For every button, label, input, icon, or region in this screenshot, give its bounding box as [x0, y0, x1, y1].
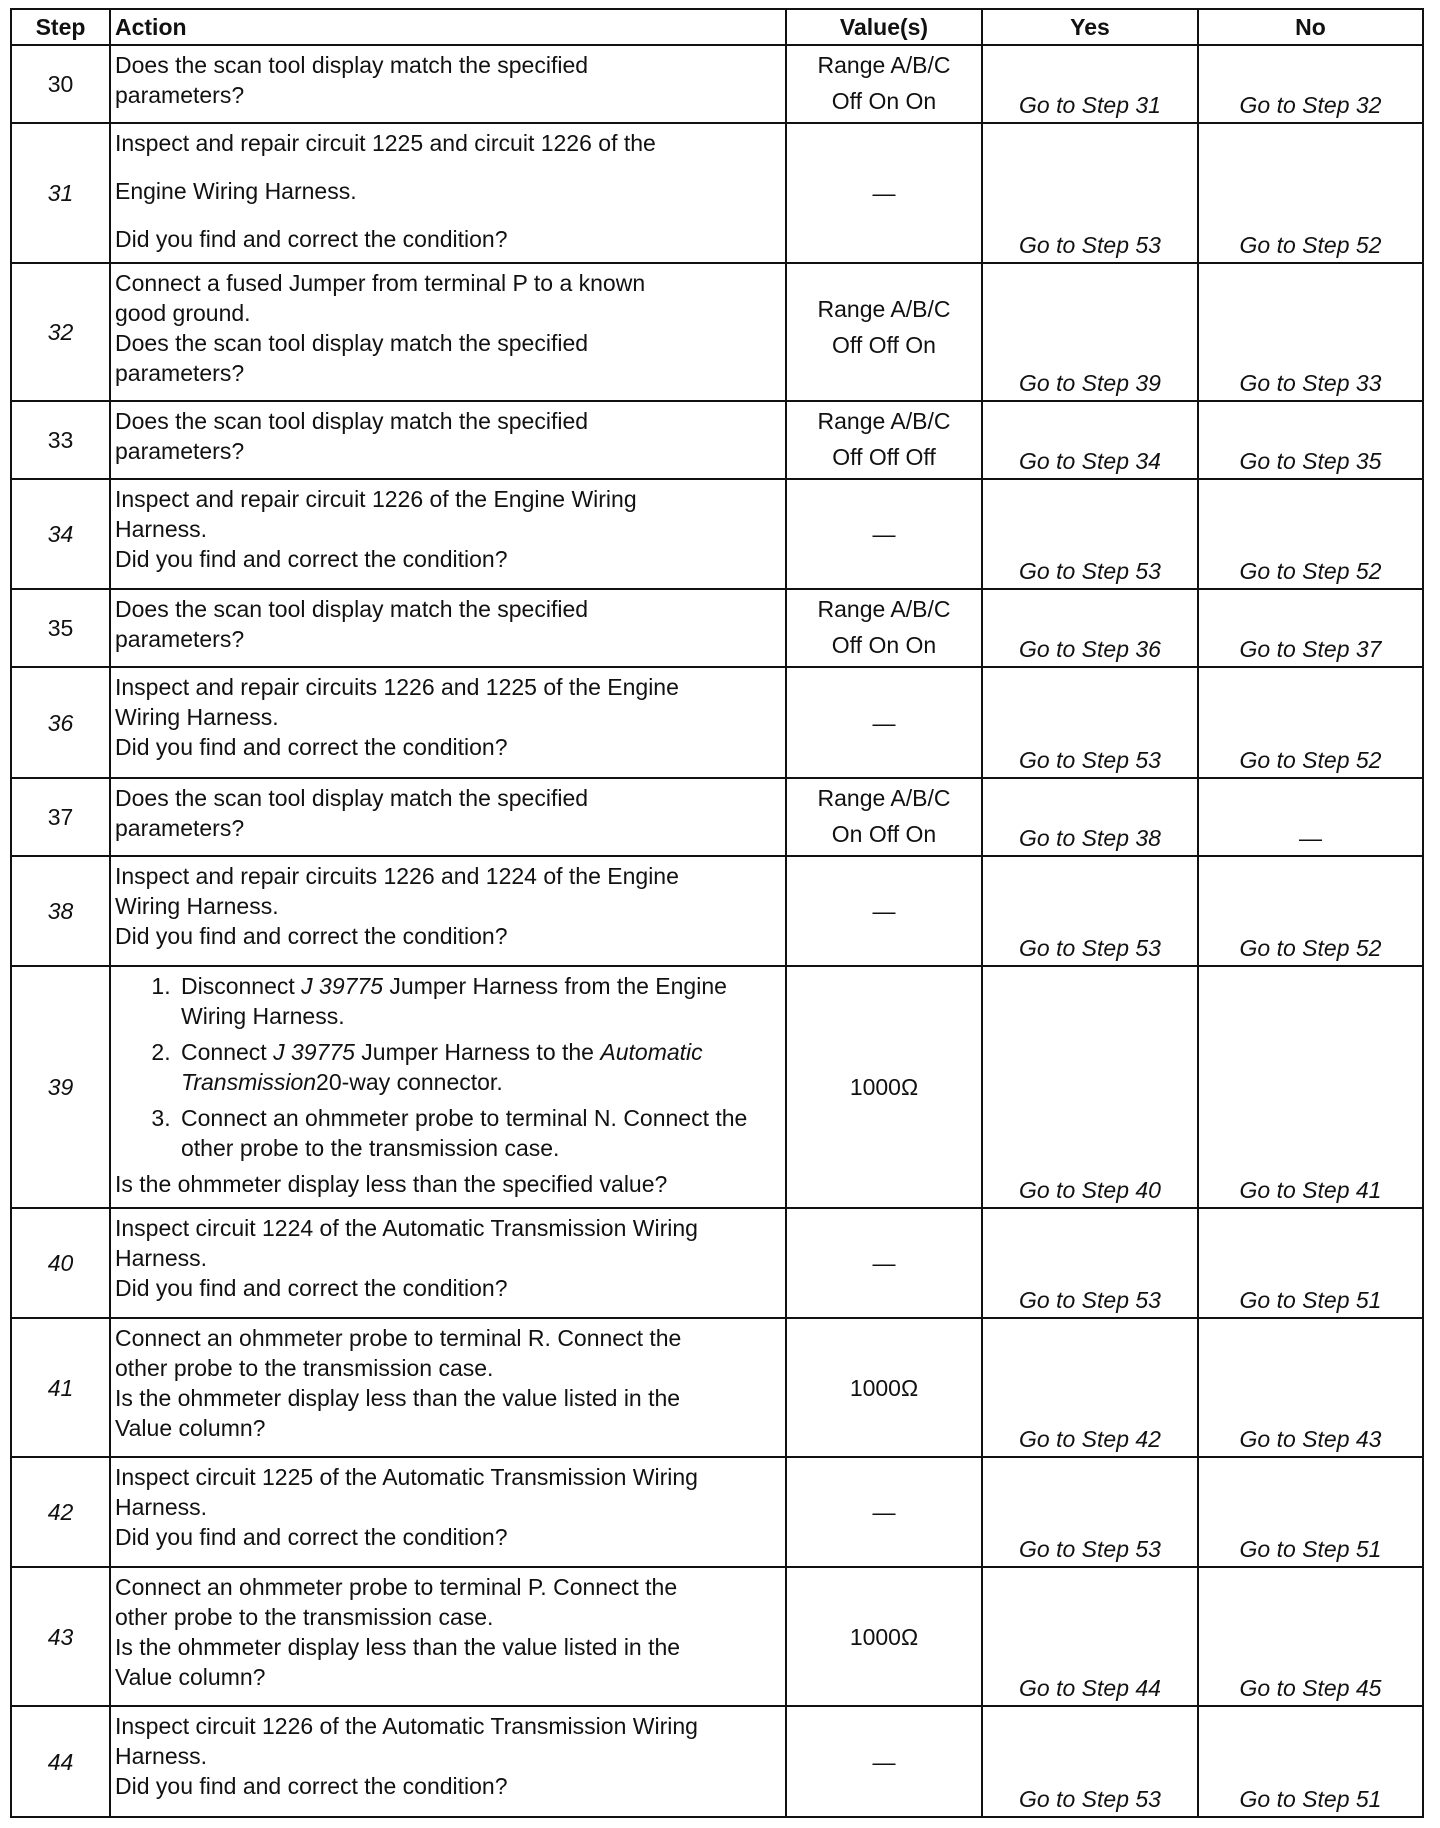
yes-cell	[982, 123, 1198, 263]
action-text: Inspect and repair circuits 1226 and 1225 of the Engine	[115, 674, 679, 700]
value-cell	[786, 589, 982, 667]
yes-cell	[982, 667, 1198, 778]
header-yes: Yes	[982, 9, 1198, 45]
no-cell	[1198, 966, 1423, 1208]
no-cell	[1198, 479, 1423, 589]
step-number: 34	[11, 479, 110, 589]
yes-cell	[982, 479, 1198, 589]
yes-goto: Go to Step 40	[1019, 1177, 1161, 1203]
no-cell	[1198, 778, 1423, 856]
no-goto: Go to Step 52	[1239, 558, 1382, 584]
value-cell	[786, 263, 982, 401]
action-text: parameters?	[115, 815, 245, 841]
action-question: parameters?	[115, 360, 245, 386]
table-row	[11, 589, 1423, 667]
action-text: Inspect circuit 1224 of the Automatic Transmission Wiring	[115, 1215, 698, 1241]
action-question: Does the scan tool display match the specified	[115, 330, 589, 356]
action-text: Inspect and repair circuits 1226 and 1224 of the Engine	[115, 863, 679, 889]
action-cell	[110, 401, 786, 479]
no-goto: Go to Step 51	[1239, 1287, 1382, 1313]
yes-goto: Go to Step 53	[1019, 1536, 1161, 1562]
yes-cell	[982, 856, 1198, 966]
step-number: 41	[11, 1318, 110, 1457]
action-text: Engine Wiring Harness.	[115, 178, 357, 204]
yes-cell	[982, 1457, 1198, 1567]
action-cell	[110, 589, 786, 667]
action-cell	[110, 856, 786, 966]
yes-goto: Go to Step 44	[1019, 1675, 1161, 1701]
action-text: Inspect and repair circuit 1225 and circuit 1226 of the	[115, 130, 656, 156]
value-cell	[786, 401, 982, 479]
action-question: Is the ohmmeter display less than the specified value?	[115, 1171, 668, 1197]
value-text: 1000Ω	[849, 1623, 919, 1650]
no-cell	[1198, 589, 1423, 667]
no-cell	[1198, 1706, 1423, 1817]
value-text: —	[872, 1250, 896, 1276]
action-text: parameters?	[115, 626, 245, 652]
value-range: Range A/B/C	[817, 296, 951, 322]
action-question: Value column?	[115, 1415, 266, 1441]
table-row	[11, 263, 1423, 401]
yes-cell	[982, 1318, 1198, 1457]
yes-goto: Go to Step 53	[1019, 747, 1161, 773]
action-question: Value column?	[115, 1664, 266, 1690]
value-cell	[786, 1208, 982, 1318]
no-goto: Go to Step 32	[1239, 92, 1382, 118]
action-question: Did you find and correct the condition?	[115, 923, 508, 949]
action-question: Is the ohmmeter display less than the value listed in the	[115, 1385, 681, 1411]
yes-goto: Go to Step 53	[1019, 1786, 1161, 1812]
no-cell	[1198, 401, 1423, 479]
no-cell	[1198, 45, 1423, 123]
action-text: Inspect circuit 1226 of the Automatic Transmission Wiring	[115, 1713, 698, 1739]
action-cell	[110, 263, 786, 401]
value-cell	[786, 1457, 982, 1567]
action-cell	[110, 1706, 786, 1817]
action-text: Connect a fused Jumper from terminal P to a known	[115, 270, 646, 296]
action-text: good ground.	[115, 300, 251, 326]
action-text: Harness.	[115, 1245, 208, 1271]
action-cell	[110, 667, 786, 778]
yes-goto: Go to Step 38	[1019, 825, 1161, 851]
no-goto: Go to Step 35	[1239, 448, 1382, 474]
yes-cell	[982, 1706, 1198, 1817]
yes-goto: Go to Step 31	[1019, 92, 1161, 118]
table-row	[11, 1706, 1423, 1817]
action-cell	[110, 1567, 786, 1706]
value-cell	[786, 479, 982, 589]
no-goto: Go to Step 51	[1239, 1536, 1382, 1562]
action-question: Is the ohmmeter display less than the value listed in the	[115, 1634, 681, 1660]
action-question: Did you find and correct the condition?	[115, 1524, 508, 1550]
yes-cell	[982, 966, 1198, 1208]
no-cell	[1198, 1208, 1423, 1318]
value-text: —	[872, 1748, 896, 1775]
step-number: 38	[11, 856, 110, 966]
value-state: Off On On	[831, 632, 937, 658]
table-row	[11, 856, 1423, 966]
no-goto: —	[1299, 825, 1322, 851]
value-text: 1000Ω	[849, 1374, 919, 1401]
step-number: 30	[11, 45, 110, 123]
step-number: 37	[11, 778, 110, 856]
table-row	[11, 479, 1423, 589]
yes-cell	[982, 589, 1198, 667]
value-cell	[786, 856, 982, 966]
step-number: 40	[11, 1208, 110, 1318]
value-range: Range A/B/C	[817, 785, 951, 811]
value-cell	[786, 966, 982, 1208]
action-cell	[110, 1208, 786, 1318]
action-text: Harness.	[115, 1494, 208, 1520]
action-text: Does the scan tool display match the specified	[115, 408, 589, 434]
step-number: 36	[11, 667, 110, 778]
step-number: 43	[11, 1567, 110, 1706]
value-range: Range A/B/C	[817, 52, 951, 78]
no-cell	[1198, 667, 1423, 778]
action-text: Harness.	[115, 516, 208, 542]
yes-goto: Go to Step 53	[1019, 1287, 1161, 1313]
header-step: Step	[11, 9, 110, 45]
no-goto: Go to Step 52	[1239, 232, 1382, 258]
value-cell	[786, 1318, 982, 1457]
table-row	[11, 1567, 1423, 1706]
value-cell	[786, 1567, 982, 1706]
step-number: 39	[11, 966, 110, 1208]
no-cell	[1198, 856, 1423, 966]
value-cell	[786, 1706, 982, 1817]
action-question: Did you find and correct the condition?	[115, 734, 508, 760]
action-text: parameters?	[115, 82, 245, 108]
table-row	[11, 667, 1423, 778]
action-question: Did you find and correct the condition?	[115, 1275, 508, 1301]
value-text: —	[872, 521, 896, 547]
diagnostic-table	[10, 8, 1424, 1818]
action-cell	[110, 123, 786, 263]
value-cell	[786, 667, 982, 778]
no-goto: Go to Step 43	[1239, 1426, 1382, 1452]
action-question: Did you find and correct the condition?	[115, 546, 508, 572]
step-number: 33	[11, 401, 110, 479]
yes-goto: Go to Step 42	[1019, 1426, 1161, 1452]
table-row	[11, 1457, 1423, 1567]
action-text: Wiring Harness.	[115, 893, 279, 919]
action-text: Inspect and repair circuit 1226 of the Engine Wiring	[115, 486, 637, 512]
header-value: Value(s)	[786, 9, 982, 45]
yes-goto: Go to Step 39	[1019, 370, 1161, 396]
yes-cell	[982, 778, 1198, 856]
action-text: Connect an ohmmeter probe to terminal P. Connect the	[115, 1574, 678, 1600]
action-cell	[110, 1318, 786, 1457]
yes-cell	[982, 263, 1198, 401]
value-text: 1000Ω	[849, 1074, 919, 1100]
step-number: 35	[11, 589, 110, 667]
action-cell	[110, 1457, 786, 1567]
no-goto: Go to Step 37	[1239, 636, 1382, 662]
action-cell	[110, 966, 786, 1208]
no-goto: Go to Step 45	[1239, 1675, 1382, 1701]
list-item: 2. Connect J 39775 Jumper Harness to the Automatic Transmission20-way connector.	[177, 1037, 779, 1097]
no-cell	[1198, 1567, 1423, 1706]
table-row	[11, 1318, 1423, 1457]
yes-cell	[982, 401, 1198, 479]
value-state: Off Off Off	[832, 444, 936, 470]
value-text: —	[872, 1499, 896, 1525]
action-question: Did you find and correct the condition?	[115, 1773, 508, 1799]
value-text: —	[872, 180, 896, 206]
no-goto: Go to Step 51	[1239, 1786, 1382, 1812]
instruction-list	[115, 971, 779, 1163]
value-text: —	[872, 898, 896, 924]
action-text: other probe to the transmission case.	[115, 1604, 494, 1630]
table-row	[11, 778, 1423, 856]
step-number: 42	[11, 1457, 110, 1567]
value-range: Range A/B/C	[817, 408, 951, 434]
step-number: 32	[11, 263, 110, 401]
action-text: Inspect circuit 1225 of the Automatic Transmission Wiring	[115, 1464, 698, 1490]
no-cell	[1198, 123, 1423, 263]
yes-cell	[982, 1567, 1198, 1706]
yes-cell	[982, 45, 1198, 123]
no-goto: Go to Step 52	[1239, 935, 1382, 961]
list-item: 3. Connect an ohmmeter probe to terminal N. Connect the other probe to the transmission case.	[177, 1103, 779, 1163]
value-state: Off On On	[831, 88, 937, 114]
action-text: Connect an ohmmeter probe to terminal R. Connect the	[115, 1325, 682, 1351]
no-goto: Go to Step 52	[1239, 747, 1382, 773]
action-question: Did you find and correct the condition?	[115, 226, 508, 252]
action-cell	[110, 778, 786, 856]
yes-goto: Go to Step 34	[1019, 448, 1161, 474]
header-row	[11, 9, 1423, 45]
table-row	[11, 123, 1423, 263]
table-row	[11, 1208, 1423, 1318]
table-row	[11, 401, 1423, 479]
value-range: Range A/B/C	[817, 596, 951, 622]
yes-cell	[982, 1208, 1198, 1318]
action-text: Does the scan tool display match the specified	[115, 596, 589, 622]
header-action: Action	[110, 9, 786, 45]
yes-goto: Go to Step 53	[1019, 558, 1161, 584]
no-cell	[1198, 1318, 1423, 1457]
header-no: No	[1198, 9, 1423, 45]
step-number: 44	[11, 1706, 110, 1817]
no-cell	[1198, 1457, 1423, 1567]
action-text: Wiring Harness.	[115, 704, 279, 730]
yes-goto: Go to Step 53	[1019, 935, 1161, 961]
value-cell	[786, 778, 982, 856]
action-text: Harness.	[115, 1743, 208, 1769]
value-state: Off Off On	[832, 332, 936, 358]
action-text: Does the scan tool display match the specified	[115, 52, 589, 78]
no-goto: Go to Step 41	[1239, 1177, 1382, 1203]
action-cell	[110, 479, 786, 589]
yes-goto: Go to Step 36	[1019, 636, 1161, 662]
value-text: —	[872, 709, 896, 736]
table-row	[11, 45, 1423, 123]
yes-goto: Go to Step 53	[1019, 232, 1161, 258]
no-goto: Go to Step 33	[1239, 370, 1382, 396]
value-state: On Off On	[831, 821, 937, 847]
value-cell	[786, 45, 982, 123]
action-cell	[110, 45, 786, 123]
table-row	[11, 966, 1423, 1208]
action-text: parameters?	[115, 438, 245, 464]
no-cell	[1198, 263, 1423, 401]
action-text: other probe to the transmission case.	[115, 1355, 494, 1381]
action-text: Does the scan tool display match the specified	[115, 785, 589, 811]
step-number: 31	[11, 123, 110, 263]
list-item: 1. Disconnect J 39775 Jumper Harness from the Engine Wiring Harness.	[177, 971, 779, 1031]
value-cell	[786, 123, 982, 263]
